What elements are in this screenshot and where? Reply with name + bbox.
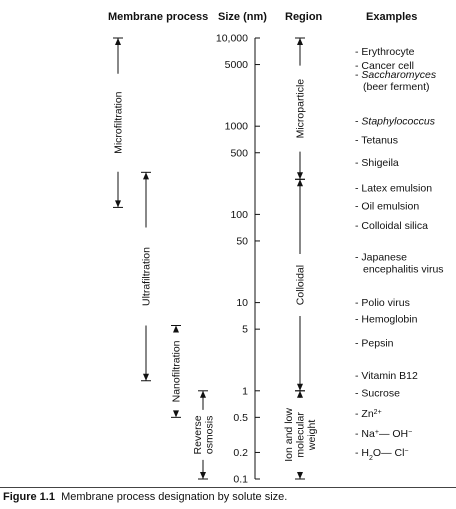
example-item: - Vitamin B12 [355, 369, 418, 382]
examples-list [355, 46, 444, 461]
process-ultrafiltration [141, 172, 153, 380]
example-item: - Erythrocyte [355, 46, 415, 59]
arrowhead-bottom [297, 172, 303, 179]
example-item [355, 69, 437, 81]
region-ion-and-low-molecular-weight [283, 391, 318, 479]
region-bars [283, 38, 318, 479]
process-nanofiltration [171, 325, 183, 417]
example-item: encephalitis virus [363, 263, 444, 276]
example-part: − [408, 428, 413, 436]
example-italic: Staphylococcus [361, 115, 435, 128]
arrowhead-bottom [173, 410, 179, 417]
arrowhead-top [173, 326, 179, 333]
region-microparticle [295, 38, 307, 179]
caption-divider [0, 487, 456, 488]
example-item [355, 115, 436, 127]
example-item: - Colloidal silica [355, 219, 428, 232]
figure-caption [3, 491, 287, 503]
process-label [141, 247, 153, 306]
region-colloidal [295, 179, 307, 390]
arrowhead-bottom [200, 472, 206, 479]
example-part: + [374, 428, 379, 436]
example-part: − [404, 447, 409, 455]
column-headers [108, 11, 417, 23]
arrowhead-top [200, 391, 206, 398]
example-item: (beer ferment) [363, 80, 430, 93]
region-label [295, 79, 307, 139]
process-label-line: Nanofiltration [170, 340, 183, 403]
arrowhead-top [297, 391, 303, 398]
example-item [355, 428, 412, 440]
arrowhead-bottom [115, 200, 121, 207]
arrowhead-bottom [297, 472, 303, 479]
example-part: - H [355, 446, 369, 459]
example-part: O— Cl [372, 446, 405, 459]
example-part: — OH [378, 427, 409, 440]
header-size: Size (nm) [218, 11, 267, 23]
process-label [113, 91, 125, 154]
process-label-line: osmosis [203, 415, 216, 455]
tick-label: 5000 [224, 59, 248, 72]
example-part: 2 [369, 454, 373, 462]
size-axis [216, 33, 260, 486]
example-item: - Japanese [355, 251, 407, 264]
process-label-line: Reverse [191, 415, 204, 455]
arrowhead-top [143, 172, 149, 179]
example-item: - Shigeila [355, 156, 399, 169]
header-examples: Examples [366, 11, 418, 23]
arrowhead-top [297, 38, 303, 45]
example-item [355, 408, 382, 420]
region-label [283, 408, 318, 462]
tick-label: 1000 [224, 120, 248, 133]
caption-text: Membrane process designation by solute size. [61, 491, 288, 503]
example-dash: - [355, 68, 362, 81]
example-item: - Hemoglobin [355, 313, 418, 326]
example-item [355, 447, 409, 462]
example-item: - Pepsin [355, 337, 394, 350]
caption-label: Figure 1.1 [3, 491, 55, 503]
example-part: - Zn [355, 408, 374, 421]
arrowhead-top [115, 38, 121, 45]
tick-label: 10 [236, 297, 248, 310]
arrowhead-bottom [143, 374, 149, 381]
example-item: - Sucrose [355, 387, 400, 400]
example-part: - Na [355, 427, 375, 440]
arrowhead-bottom [297, 384, 303, 391]
header-region: Region [285, 11, 323, 23]
example-item: - Cancer cell [355, 59, 414, 72]
arrowhead-top [297, 179, 303, 186]
header-membrane-process: Membrane process [108, 11, 209, 23]
tick-label: 0.1 [233, 473, 248, 486]
region-label-line: molecular [294, 412, 307, 458]
region-label-line: Microparticle [294, 78, 307, 139]
region-label-line: Colloidal [294, 264, 307, 306]
process-microfiltration [113, 38, 125, 207]
process-label [171, 340, 183, 402]
tick-label: 0.5 [233, 411, 248, 424]
membrane-process-bars [113, 38, 216, 479]
tick-label: 10,000 [215, 32, 248, 45]
example-part: 2+ [373, 408, 382, 416]
region-label [295, 265, 307, 305]
tick-label: 500 [230, 147, 248, 160]
region-label-line: weight [306, 419, 318, 451]
process-reverse-osmosis [192, 391, 216, 479]
tick-label: 5 [242, 323, 248, 336]
process-label-line: Ultrafiltration [140, 247, 153, 307]
tick-label: 50 [236, 235, 248, 248]
process-label-line: Microfiltration [112, 91, 125, 154]
tick-label: 1 [242, 385, 248, 398]
example-item: - Tetanus [355, 134, 398, 147]
process-label [192, 415, 216, 454]
example-item: - Polio virus [355, 297, 410, 310]
tick-label: 0.2 [233, 446, 248, 459]
example-italic: Saccharomyces [361, 68, 437, 81]
region-label-line: Ion and low [283, 408, 295, 462]
example-item: - Oil emulsion [355, 200, 420, 213]
example-dash: - [355, 115, 362, 128]
tick-label: 100 [230, 208, 248, 221]
example-item: - Latex emulsion [355, 182, 433, 195]
